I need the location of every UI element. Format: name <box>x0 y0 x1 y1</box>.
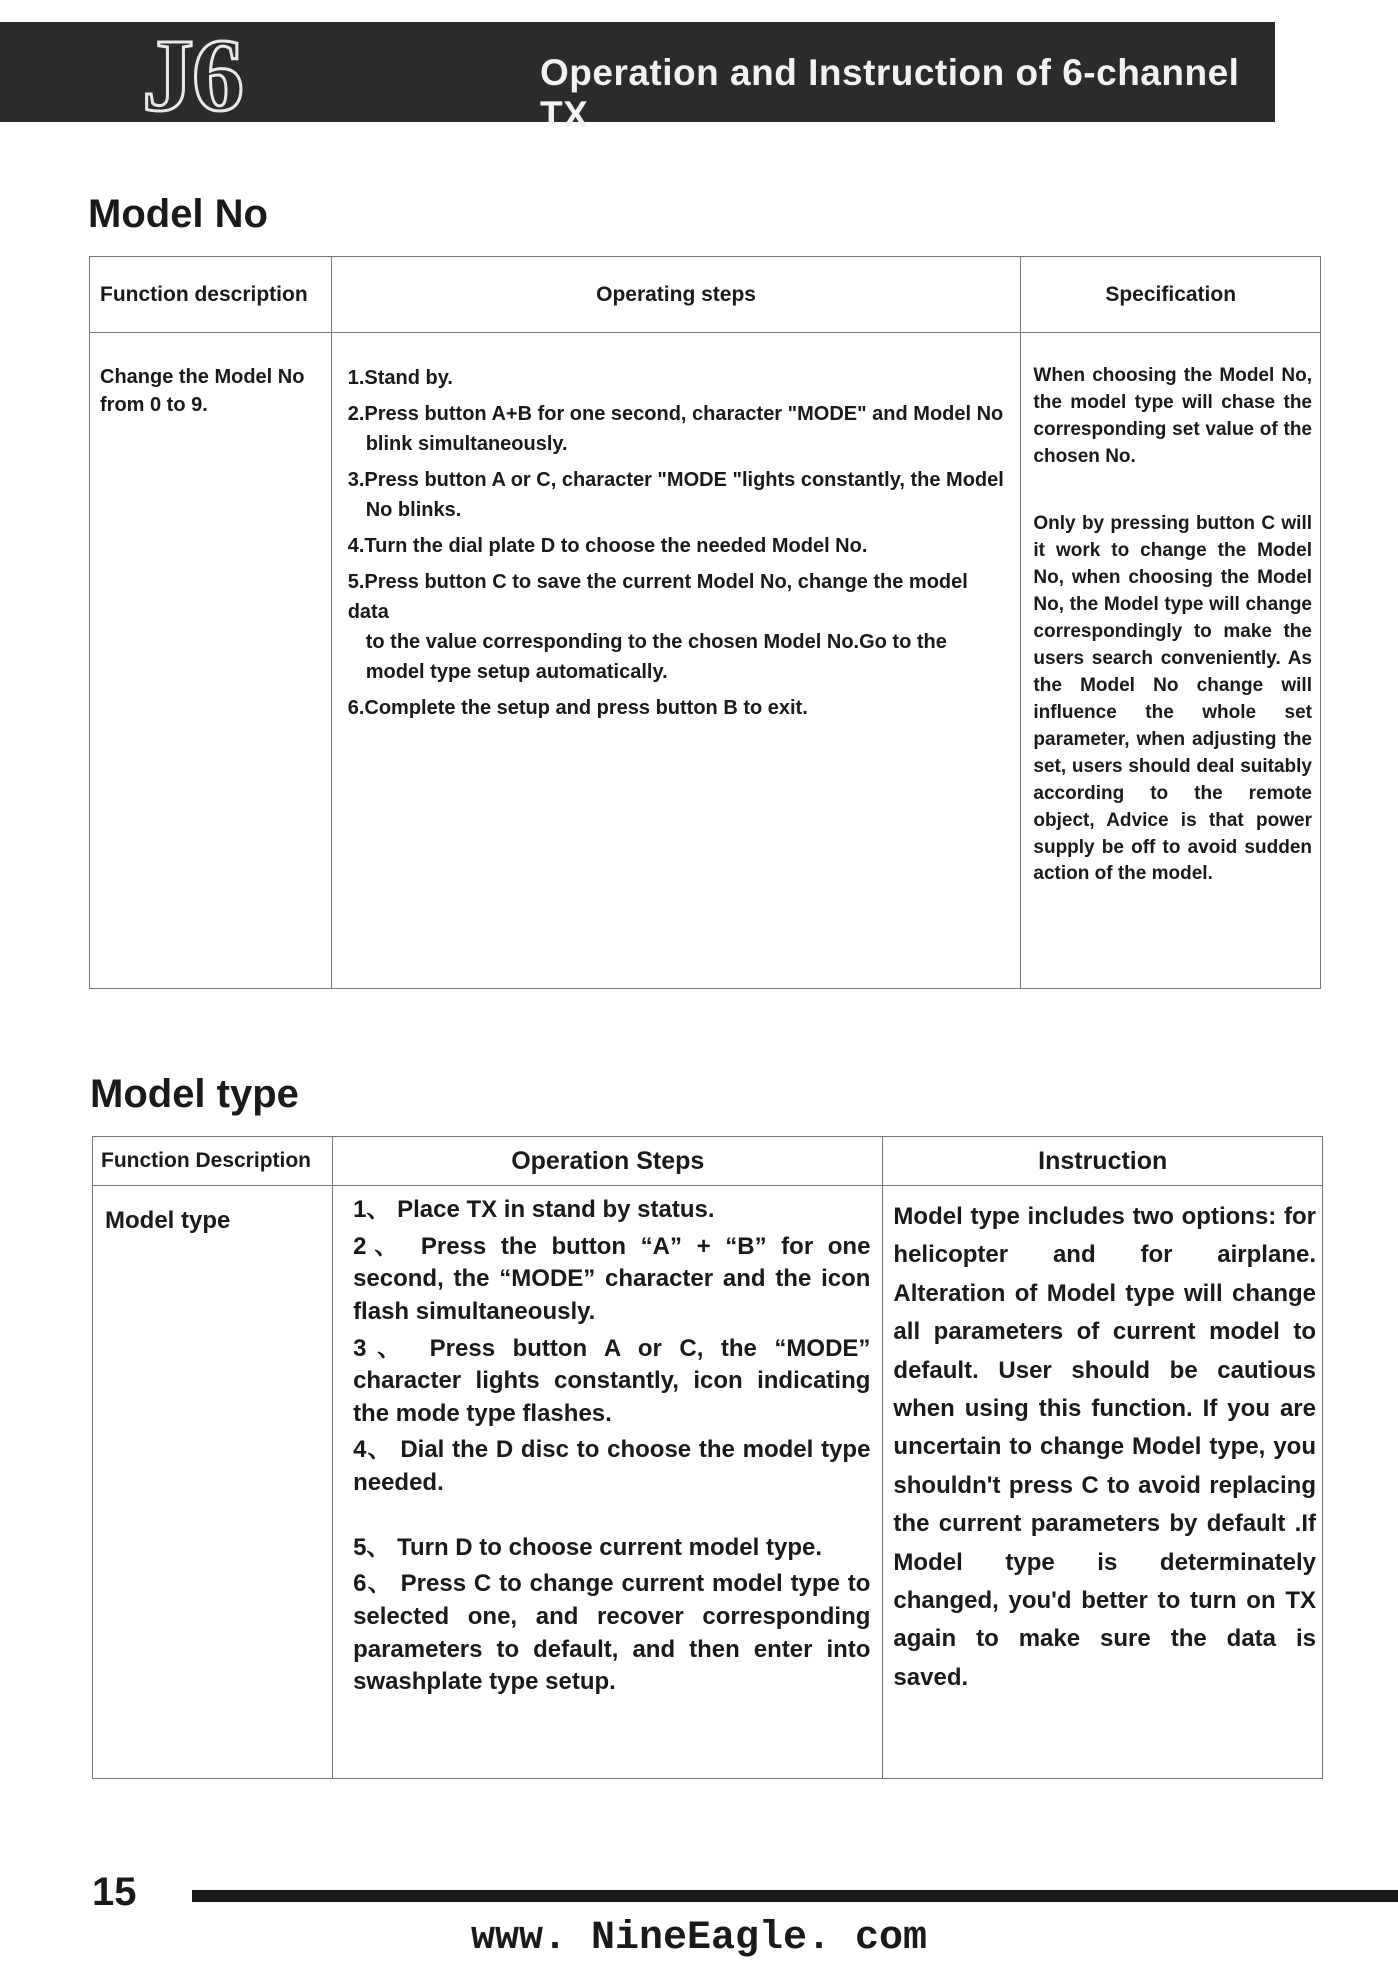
col-operating-steps: Operating steps <box>331 257 1021 333</box>
page-header-bar <box>0 18 1275 135</box>
col-specification: Specification <box>1021 257 1321 333</box>
model-type-table <box>92 1136 1323 1779</box>
footer-rule <box>192 1890 1398 1902</box>
step-3: 3、 Press button A or C, the “MODE” character lights constantly, icon indicating the mode type flashes. <box>353 1334 871 1427</box>
table-row <box>90 333 1321 989</box>
function-cell: Model type <box>93 1186 333 1779</box>
header-title: Operation and Instruction of 6-channel TX <box>540 52 1240 135</box>
spec-paragraph-2: Only by pressing button C will it work to change the Model No, when choosing the Model No, the Model type will change correspondingly to make the users search conveniently. As the Model No change will influence the whole set parameter, when adjusting the set, users should deal suitably according to the remote object, Advice is that power supply be off to avoid sudden action of the model. <box>1033 512 1312 885</box>
steps-cell <box>333 1186 883 1779</box>
function-cell: Change the Model No from 0 to 9. <box>90 333 332 989</box>
step-6: 6、 Press C to change current model type to selected one, and recover corresponding parameters to default, and then enter into swashplate type setup. <box>353 1570 871 1696</box>
table-header-row <box>93 1137 1323 1186</box>
model-no-section-title: Model No <box>88 192 268 236</box>
spec-paragraph-1: When choosing the Model No, the model type will chase the corresponding set value of the chosen No. <box>1033 365 1312 467</box>
table-row <box>93 1186 1323 1779</box>
step-4: 4.Turn the dial plate D to choose the needed Model No. <box>347 535 868 557</box>
model-type-section-title: Model type <box>90 1072 299 1116</box>
col-function-description: Function description <box>90 257 332 333</box>
instruction-cell: Model type includes two options: for helicopter and for airplane. Alteration of Model type will change all parameters of current model to default. User should be cautious when using this function. If you are uncertain to change Model type, you shouldn't press C to avoid replacing the current parameters by default .If Model type is determinately changed, you'd better to turn on TX again to make sure the data is saved. <box>883 1186 1323 1779</box>
steps-cell <box>331 333 1021 989</box>
col-operation-steps: Operation Steps <box>333 1137 883 1186</box>
step-4: 4、 Dial the D disc to choose the model type needed. <box>353 1436 871 1496</box>
step-5: 5.Press button C to save the current Model No, change the model data to the value corresponding to the chosen Model No.Go to the model type setup automatically. <box>347 571 968 683</box>
step-2: 2.Press button A+B for one second, character "MODE" and Model No blink simultaneously. <box>347 403 1004 455</box>
table-header-row <box>90 257 1321 333</box>
specification-cell <box>1021 333 1321 989</box>
step-6: 6.Complete the setup and press button B to exit. <box>347 697 808 719</box>
col-function-description: Function Description <box>93 1137 333 1186</box>
footer-url: www. NineEagle. com <box>470 1916 928 1961</box>
col-instruction: Instruction <box>883 1137 1323 1186</box>
j6-logo: J6 <box>142 18 242 133</box>
step-1: 1、 Place TX in stand by status. <box>353 1196 715 1223</box>
model-no-table <box>89 256 1321 989</box>
page-number: 15 <box>92 1870 137 1914</box>
step-2: 2、 Press the button “A” + “B” for one second, the “MODE” character and the icon flash simultaneously. <box>353 1232 871 1325</box>
step-5: 5、 Turn D to choose current model type. <box>353 1533 823 1561</box>
step-3: 3.Press button A or C, character "MODE "lights constantly, the Model No blinks. <box>347 469 1004 521</box>
step-1: 1.Stand by. <box>347 367 453 389</box>
